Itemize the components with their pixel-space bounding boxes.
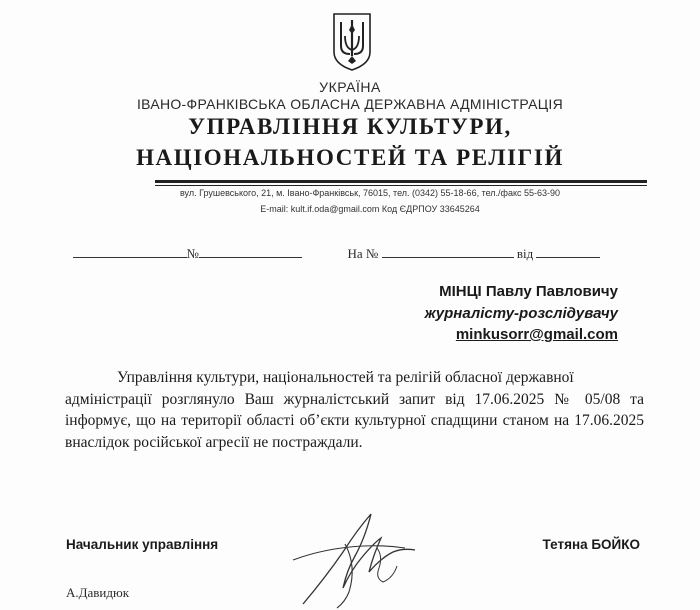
date-label: від: [516, 246, 534, 261]
trident-icon: [331, 12, 373, 72]
number-sign: №: [186, 246, 199, 261]
recipient-name: МІНЦІ Павлу Павловичу: [439, 283, 618, 300]
reply-number-blank: [382, 245, 514, 258]
department-email: E-mail: kult.if.oda@gmail.com Код ЄДРПОУ 33645264: [260, 204, 480, 214]
reply-to-label: На №: [347, 246, 379, 261]
administration-name: ІВАНО-ФРАНКІВСЬКА ОБЛАСНА ДЕРЖАВНА АДМІНІСТРАЦІЯ: [136, 96, 564, 112]
signatory-title: Начальник управління: [66, 537, 219, 552]
reply-date-blank: [536, 245, 600, 258]
letter-body: [65, 367, 644, 453]
letter-body-first-line: Управління культури, національностей та релігій обласної державної: [117, 369, 574, 386]
outgoing-registration: [66, 229, 302, 262]
outgoing-date-blank: [73, 245, 187, 258]
outgoing-number-blank: [199, 245, 302, 258]
handwritten-signature: [285, 508, 425, 610]
header-divider-thin: [155, 185, 647, 186]
department-title-line1: УПРАВЛІННЯ КУЛЬТУРИ,: [188, 114, 512, 139]
executor-name: А.Давидюк: [66, 585, 130, 600]
recipient-role: журналісту-розслідувачу: [424, 305, 618, 322]
letter-body-continuation: адміністрації розглянуло Ваш журналістський запит від 17.06.2025 № 05/08 та інформує, що на території області об’єкти культурної спадщини станом на 17.06.2025 внаслідок російської агресії не постраждали.: [65, 390, 644, 451]
recipient-email[interactable]: minkusorr@gmail.com: [455, 326, 618, 343]
department-address: вул. Грушевського, 21, м. Івано-Франківськ, 76015, тел. (0342) 55-18-66, тел./факс 55-63-90: [179, 188, 561, 198]
country-name: УКРАЇНА: [319, 79, 381, 95]
header-divider-thick: [155, 180, 647, 183]
incoming-registration: [341, 229, 600, 262]
department-title-line2: НАЦІОНАЛЬНОСТЕЙ ТА РЕЛІГІЙ: [136, 145, 564, 170]
signatory-name: Тетяна БОЙКО: [542, 537, 640, 552]
